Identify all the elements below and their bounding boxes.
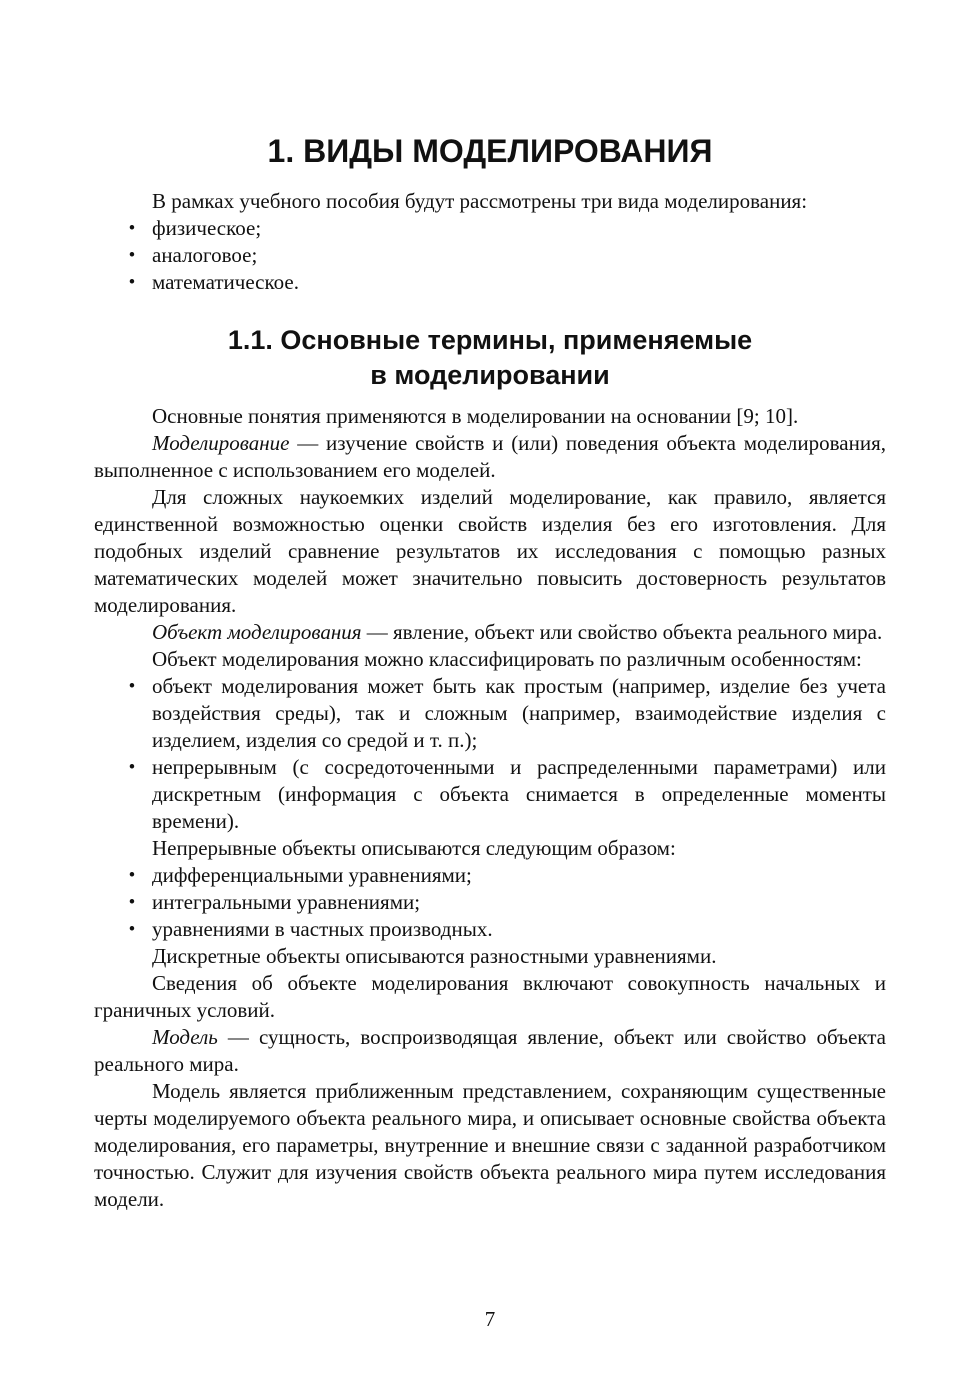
bullet-icon: •: [128, 245, 136, 266]
model-definition: Модель — сущность, воспроизводящая явление, объект или свойство объекта реального мира.: [94, 1025, 886, 1076]
list-item: • математическое.: [128, 270, 299, 294]
intro-paragraph: В рамках учебного пособия будут рассмотрены три вида моделирования:: [152, 189, 808, 213]
bullet-icon: •: [128, 919, 136, 940]
classify-list: [94, 673, 886, 835]
bullet-icon: •: [128, 272, 136, 293]
list-item: • непрерывным (с сосредоточенными и распределенными параметрами) или дискретным (информация с объекта снимается в определенные моменты времени).: [128, 755, 886, 833]
bullet-icon: •: [128, 865, 136, 886]
term-object: Объект моделирования: [152, 620, 362, 644]
list-item: • уравнениями в частных производных.: [128, 917, 493, 941]
list-item: • объект моделирования может быть как простым (например, изделие без учета воздействия среды), так и сложным (например, взаимодействие изделия с изделием, изделия со средой и т. п.);: [128, 674, 886, 752]
discrete-paragraph: Дискретные объекты описываются разностными уравнениями.: [152, 944, 717, 968]
list-item: • интегральными уравнениями;: [128, 890, 421, 914]
page-number: 7: [484, 1307, 496, 1331]
classify-paragraph: Объект моделирования можно классифицировать по различным особенностям:: [152, 647, 862, 671]
bullet-icon: •: [128, 757, 136, 778]
bullet-icon: •: [128, 892, 136, 913]
term-modeling: Моделирование: [152, 431, 290, 455]
section-title-line-2: в моделировании: [370, 360, 610, 390]
info-paragraph: Сведения об объекте моделирования включают совокупность начальных и граничных условий.: [94, 971, 886, 1022]
list-item: • физическое;: [128, 216, 262, 240]
bullet-icon: •: [128, 676, 136, 697]
list-item: • аналоговое;: [128, 243, 258, 267]
kinds-list: [94, 215, 886, 296]
basis-paragraph: Основные понятия применяются в моделировании на основании [9; 10].: [152, 404, 799, 428]
continuous-paragraph: Непрерывные объекты описываются следующим образом:: [152, 836, 676, 860]
model-paragraph: Модель является приближенным представлением, сохраняющим существенные черты моделируемого объекта реального мира, и описывает основные свойства объекта моделирования, его параметры, внутренние и внешние связи с заданной разработчиком точностью. Служит для изучения свойств объекта реального мира путем исследования модели.: [94, 1079, 886, 1211]
section-title-line-1: 1.1. Основные термины, применяемые: [227, 325, 753, 355]
modeling-definition: Моделирование — изучение свойств и (или) поведения объекта моделирования, выполненное с использованием его моделей.: [94, 431, 886, 482]
bullet-icon: •: [128, 218, 136, 239]
object-definition: Объект моделирования — явление, объект или свойство объекта реального мира.: [152, 620, 883, 644]
complex-products-paragraph: Для сложных наукоемких изделий моделирование, как правило, является единственной возможностью оценки свойств изделия без его изготовления. Для подобных изделий сравнение результатов их исследования с помощью разных математических моделей может значительно повысить достоверность результатов моделирования.: [94, 485, 886, 617]
list-item: • дифференциальными уравнениями;: [128, 863, 472, 887]
chapter-title: 1. ВИДЫ МОДЕЛИРОВАНИЯ: [267, 133, 713, 169]
continuous-list: [94, 862, 886, 943]
term-model: Модель: [152, 1025, 218, 1049]
